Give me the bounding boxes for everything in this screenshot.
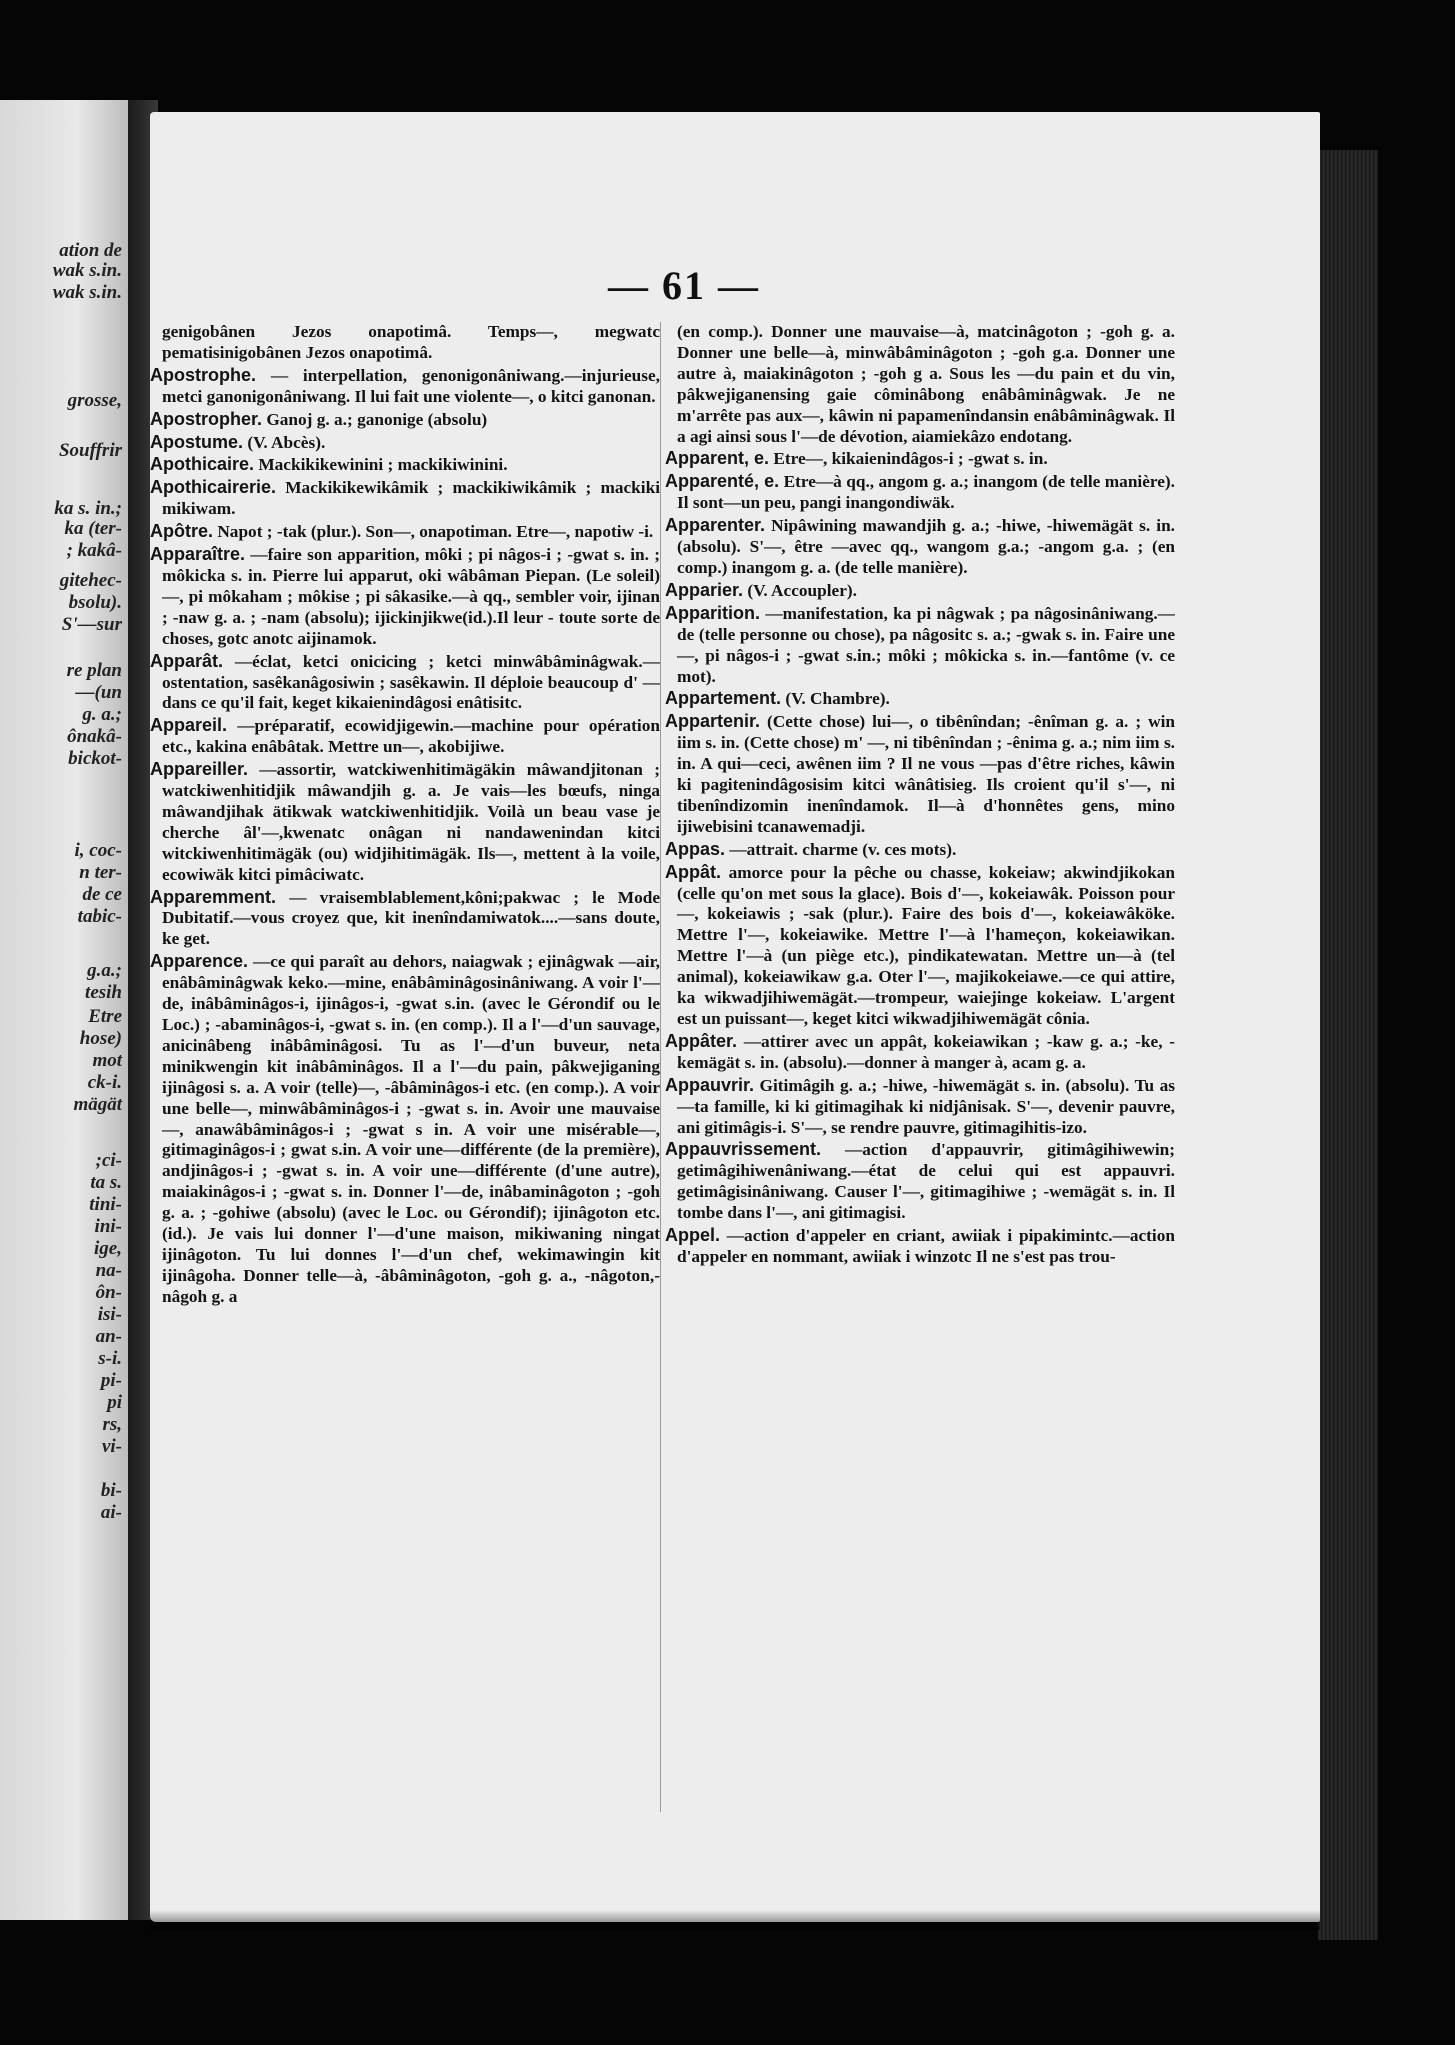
entry-text: Etre—, kikaienindâgos-i ; -gwat s. in. <box>773 449 1048 469</box>
entry-headword: Appareiller. <box>150 759 249 780</box>
facing-page-text-fragment: pi <box>107 1392 122 1413</box>
entry-headword: Appareil. <box>150 715 228 736</box>
entry-text: —attrait. charme (v. ces mots). <box>729 839 957 859</box>
entry-text: —action d'appeler en criant, awiiak i pipakimintc.—action d'appeler en nommant, awiiak i winzotc Il ne s'est pas trou- <box>677 1226 1175 1266</box>
facing-page-text-fragment: ai- <box>100 1502 122 1523</box>
facing-page-text-fragment: ka (ter- <box>64 518 122 539</box>
dictionary-entry <box>665 1139 1175 1224</box>
entry-headword: Appauvrissement. <box>665 1139 822 1160</box>
entry-text: —préparatif, ecowidjigewin.—machine pour opération etc., kakina enâbâtak. Mettre un—, akobijiwe. <box>162 716 660 757</box>
entry-headword: Appâter. <box>665 1030 738 1051</box>
dictionary-entry <box>150 365 660 408</box>
facing-page-text-fragment: vi- <box>101 1436 122 1457</box>
entry-text: —attirer avec un appât, kokeiawikan ; -kaw g. a.; -ke, -kemägät s. in. (absolu).—donner à manger à, acam g. a. <box>677 1031 1175 1072</box>
facing-page-text-fragment: bsolu). <box>68 592 122 613</box>
facing-page-text-fragment: Etre <box>88 1006 122 1027</box>
facing-page-text-fragment: —(un <box>75 682 122 703</box>
facing-page-text-fragment: ka s. in.; <box>54 498 122 519</box>
facing-page-text-fragment: g. a.; <box>82 704 122 725</box>
facing-page-text-fragment: an- <box>95 1326 122 1347</box>
facing-page-text-fragment: de ce <box>82 884 122 905</box>
entry-text: genigobânen Jezos onapotimâ. Temps—, megwatc pematisinigobânen Jezos onapotimâ. <box>162 322 660 362</box>
facing-page-text-fragment: pi- <box>100 1370 122 1391</box>
facing-page-text-fragment: bi- <box>100 1480 122 1501</box>
entry-headword: Apparaître. <box>150 544 246 565</box>
facing-page-text-fragment: i, coc- <box>74 840 122 861</box>
facing-page-text-fragment: ck-i. <box>87 1072 122 1093</box>
facing-page-text-fragment: ta s. <box>90 1172 122 1193</box>
facing-page-text-fragment: mot <box>92 1050 122 1071</box>
dictionary-entry <box>150 409 660 431</box>
entry-headword: Apothicairerie. <box>150 477 277 498</box>
entry-text: (Cette chose) lui—, o tibênîndan; -ênîman g. a. ; win iim s. in. (Cette chose) m' —, ni tibênîndan ; -ênima g. a.; nim iim s. in. A qui—ceci, awênen iim ? Il ne vous —pas d'être riches, kâwin ki pagitenindâgosisim kitci wânâtisieg. Ils croient qu'il s'—, ni tibenîndizomin inenîndamok. Il—à d'honnêtes gens, mino ijiwebisini tcanawemadji. <box>677 712 1175 836</box>
entry-text: — interpellation, genonigonâniwang.—injurieuse, metci ganonigonâniwang. Il lui fait une violente—, o kitci ganonan. <box>162 365 660 406</box>
facing-page-text-fragment: isi- <box>97 1304 122 1325</box>
dictionary-entry <box>150 544 660 650</box>
facing-page-fragment <box>0 100 128 1920</box>
dictionary-entry <box>665 471 1175 514</box>
entry-text: —assortir, watckiwenhitimägäkin mâwandjitonan ; watckiwenhitidjik mâwandjih g. a. Je vais—les bœufs, ninga mâwandjihak ätikwak watckiwenhitidjik. Voilà un beau vase je cherche âl'—,kwenatc onâgan ni nandawenindan kitci witckiwenhitimägäk (ou) widjihitimägäk. Ils—, mettent à la voile, ecowiwäk kitci pimâciwatc. <box>162 760 660 884</box>
column-divider <box>660 322 661 1812</box>
facing-page-text-fragment: ônakâ- <box>67 726 122 747</box>
facing-page-text-fragment: ;ci- <box>95 1150 122 1171</box>
entry-headword: Apparenter. <box>665 515 766 536</box>
dictionary-entry <box>665 448 1175 470</box>
entry-text: Mackikikewikâmik ; mackikiwikâmik ; mackiki mikiwam. <box>162 478 660 519</box>
dictionary-entry <box>665 688 1175 710</box>
facing-page-text-fragment: Souffrir <box>58 440 122 461</box>
dictionary-entry <box>665 1225 1175 1268</box>
entry-headword: Apparier. <box>665 579 744 600</box>
facing-page-text-fragment: ôn- <box>95 1282 122 1303</box>
facing-page-text-fragment: hose) <box>79 1028 122 1049</box>
dictionary-entry <box>665 580 1175 602</box>
dictionary-entry <box>150 887 660 951</box>
facing-page-text-fragment: ; kakâ- <box>66 540 122 561</box>
facing-page-text-fragment: tini- <box>89 1194 122 1215</box>
dictionary-entry <box>150 454 660 476</box>
facing-page-text-fragment: re plan <box>66 660 122 681</box>
entry-headword: Apostrophe. <box>150 364 256 385</box>
entry-text: (V. Abcès). <box>247 432 326 452</box>
entry-headword: Apparence. <box>150 951 249 972</box>
page-number: — 61 — <box>608 263 760 308</box>
facing-page-text-fragment: wak s.in. <box>52 260 122 281</box>
entry-text: amorce pour la pêche ou chasse, kokeiaw; akwindjikokan (celle qu'on met sous la glace). Bois d'—, kokeiawâk. Poisson pour—, kokeiawis ; -sak (plur.). Faire des bois d'—, kokeiawâköke. Mettre l'—, kokeiawike. Mettre l'—à l'hameçon, kokeiawikan. Mettre l'—à (un piège etc.), pindikatewatan. Mettre un—à (tel animal), kokeiawikaw g.a. Oter l'—, majikokeiawe.—ce qui attire, ka wikwadjihiwemägät.—trompeur, waiejinge kokeiaw. L'argent est un puissant—, keget kitci wikwadjihiwemägät cônia. <box>677 862 1175 1028</box>
facing-page-text-fragment: ation de <box>59 240 122 261</box>
entry-headword: Appauvrir. <box>665 1074 755 1095</box>
dictionary-entry <box>150 759 660 885</box>
facing-page-text-fragment: ini- <box>94 1216 122 1237</box>
dictionary-entry <box>665 603 1175 688</box>
dictionary-entry <box>665 839 1175 861</box>
page-edges <box>1318 150 1378 1940</box>
entry-headword: Appartenir. <box>665 711 761 732</box>
entry-text: (en comp.). Donner une mauvaise—à, matcinâgoton ; -goh g. a. Donner une belle—à, minwâbâminâgoton ; -goh g.a. Donner une autre à, maiakinâgoton ; -goh g a. Sous les —du pain et du vin, pâkwejiganensing gaie côminâbong enâbâminâgwak. Je ne m'arrête pas aux—, kâwin ni papamenîndansin enâbâminâgwak. Il a agi ainsi sous l'—de dévotion, aiamiekâzo endotang. <box>677 322 1175 446</box>
entry-headword: Apostropher. <box>150 408 263 429</box>
entry-headword: Apparenté, e. <box>665 471 780 492</box>
entry-headword: Apparition. <box>665 602 760 623</box>
entry-headword: Apôtre. <box>150 521 213 542</box>
left-text-column <box>150 322 660 1822</box>
entry-text: Napot ; -tak (plur.). Son—, onapotiman. Etre—, napotiw -i. <box>217 522 654 542</box>
entry-text: —faire son apparition, môki ; pi nâgos-i ; -gwat s. in. ; môkicka s. in. Pierre lui apparut, oki wâbâman Piepan. (Le soleil) —, pi môkaham ; môkise ; pi sâkasike.—à qq., sembler voir, ijinan ; -naw g. a. ; -nam (absolu); ijickinjikwe(id.).Il leur - toute sorte de choses, gotc anotc aijinamok. <box>162 545 660 648</box>
facing-page-text-fragment: tabic- <box>77 906 122 927</box>
dictionary-entry <box>150 951 660 1307</box>
entry-headword: Appel. <box>665 1225 721 1246</box>
facing-page-text-fragment: bickot- <box>68 748 122 769</box>
dictionary-entry <box>150 432 660 454</box>
bottom-shadow <box>150 1910 1320 1930</box>
facing-page-text-fragment: gitehec- <box>59 570 122 591</box>
dictionary-entry <box>150 477 660 520</box>
entry-text: Nipâwining mawandjih g. a.; -hiwe, -hiwemägät s. in. (absolu). S'—, être —avec qq., wangom g.a.; -angom g.a. ; (en comp.) inangom g. a. (de telle manière). <box>677 516 1175 577</box>
dictionary-entry <box>665 1031 1175 1074</box>
entry-headword: Apparât. <box>150 650 224 671</box>
facing-page-text-fragment: grosse, <box>67 390 122 411</box>
dictionary-entry <box>665 515 1175 579</box>
facing-page-text-fragment: n ter- <box>79 862 122 883</box>
entry-headword: Apostume. <box>150 431 244 452</box>
entry-text: —ce qui paraît au dehors, naiagwak ; ejinâgwak —air, enâbâminâgwak keko.—mine, enâbâminâgosinâniwang. A voir l'—de, inâbâminâgos-i, ijinâgos-i, -gwat s.in. (avec le Gérondif ou le Loc.) ; -abaminâgos-i, -gwat s. in. (en comp.). Il a l'—d'un sauvage, anicinâbeng inâbâminâgosi. Tu as l'—d'un buveur, neta minikwengin kit inâbâminâgos. Il a l'—du pain, pâkwejiganing ijinâgosi s. a. A voir (telle)—, -âbâminâgos-i etc. (en comp.). A voir une belle—, minwâbâminâgos-i ; -gwat s. in. Avoir une mauvaise —, anawâbâminâgos-i ; -gwat s in. A voir une misérable—, gitimaginâgos-i ; gwat s.in. A voir une—différente (de la première), andjinâgos-i ; -gwat s. in. A voir une—différente (d'une autre), maiakinâgos-i ; -gwat s. in. Donner l'—de, inâbaminâgoton ; -goh g. a. ; -gohiwe (absolu) (avec le Loc. ou Gérondif); ijinâgoton etc. (id.). Je vais lui donner l'—d'une maison, mikiwaning ningat ijinâgoton. Tu lui donnes l'—d'un chef, wekimawingin kit ijinâgoha. Donner telle—à, -âbâminâgoton, -goh g. a., -nâgoton,-nâgoh g. a <box>162 952 660 1306</box>
dictionary-entry <box>150 715 660 758</box>
entry-text: Etre—à qq., angom g. a.; inangom (de telle manière). Il sont—un peu, pangi inangondiwäk. <box>677 472 1175 513</box>
dictionary-entry <box>150 322 660 364</box>
facing-page-text-fragment: s-i. <box>98 1348 122 1369</box>
entry-text: (V. Chambre). <box>785 689 890 709</box>
dictionary-entry <box>150 521 660 543</box>
dictionary-entry <box>665 322 1175 447</box>
entry-text: —éclat, ketci onicicing ; ketci minwâbâminâgwak.—ostentation, sasêkanâgosiwin ; sasêkawin. Il déploie beaucoup d' —dans ce qu'il fait, keget kikaienindâgosi enâtisitc. <box>162 651 660 713</box>
facing-page-text-fragment: ige, <box>94 1238 122 1259</box>
entry-headword: Apothicaire. <box>150 454 255 475</box>
facing-page-text-fragment: rs, <box>102 1414 122 1435</box>
right-text-column <box>665 322 1175 1812</box>
facing-page-text-fragment: na- <box>95 1260 122 1281</box>
entry-headword: Appât. <box>665 861 721 882</box>
entry-headword: Apparemment. <box>150 886 277 907</box>
entry-text: —manifestation, ka pi nâgwak ; pa nâgosinâniwang.—de (telle personne ou chose), pa nâgositc s. a.; -gwak s. in. Faire une—, pi nâgos-i ; -gwat s.in.; môki ; môkicka s. in.—fantôme (v. ce mot). <box>677 603 1175 686</box>
dictionary-entry <box>665 862 1175 1030</box>
dictionary-entry <box>665 711 1175 837</box>
facing-page-text-fragment: S'—sur <box>61 614 122 635</box>
entry-text: —action d'appauvrir, gitimâgihiwewin; getimâgihiwenâniwang.—état de celui qui est appauvri. getimâgisinâniwang. Causer l'—, gitimagihiwe ; -wemägät s. in. Il tombe dans l'—, ani gitimagisi. <box>677 1140 1175 1223</box>
dictionary-entry <box>665 1075 1175 1139</box>
entry-headword: Appas. <box>665 838 726 859</box>
entry-text: Gitimâgih g. a.; -hiwe, -hiwemägät s. in. (absolu). Tu as—ta famille, ki ki gitimagihak ki nidjânisak. S'—, devenir pauvre, ani gitimâgis-i. S'—, se rendre pauvre, gitimagihitis-izo. <box>677 1075 1175 1137</box>
facing-page-text-fragment: mägät <box>73 1094 122 1115</box>
entry-headword: Appartement. <box>665 688 782 709</box>
dictionary-entry <box>150 651 660 715</box>
entry-text: — vraisemblablement,kôni;pakwac ; le Mode Dubitatif.—vous croyez que, kit inenîndamiwatok....—sans doute, ke get. <box>162 887 660 949</box>
facing-page-text-fragment: wak s.in. <box>52 282 122 303</box>
entry-headword: Apparent, e. <box>665 448 770 469</box>
entry-text: Mackikikewinini ; mackikiwinini. <box>258 455 508 475</box>
facing-page-text-fragment: g.a.; <box>87 960 122 981</box>
entry-text: (V. Accoupler). <box>747 580 857 600</box>
facing-page-text-fragment: tesih <box>85 982 122 1003</box>
entry-text: Ganoj g. a.; ganonige (absolu) <box>266 409 488 429</box>
